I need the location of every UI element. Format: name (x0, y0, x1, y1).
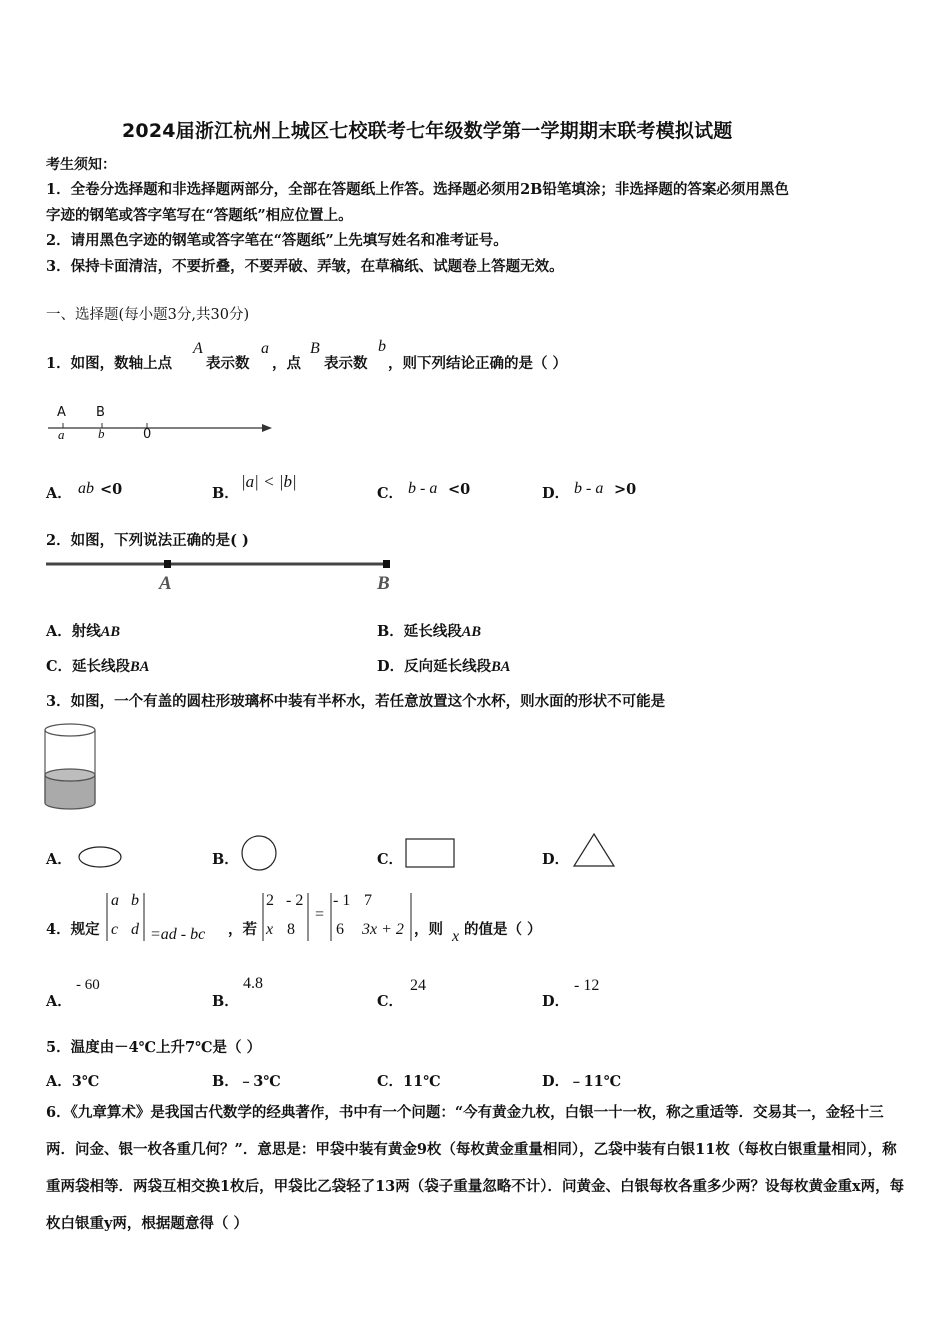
q5-option-a (46, 1070, 99, 1091)
q2-option-d-text: 反向延长线段 (404, 658, 492, 675)
segment-label-a: A (159, 573, 172, 594)
q1-var-a: a (261, 340, 269, 357)
segment-label-b: B (377, 573, 390, 594)
q4-post1: ，则 (414, 921, 443, 938)
segment-point-b (383, 560, 390, 568)
label-point-a: A (57, 405, 66, 420)
q1-post: ，则下列结论正确的是（ ） (388, 355, 568, 372)
q4-option-a-value: - 60 (76, 977, 100, 993)
q2-option-b-math: AB (461, 624, 482, 640)
q2-option-c-text: 延长线段 (72, 658, 131, 675)
q2-option-c-math: BA (130, 659, 150, 675)
triangle-shape (573, 832, 617, 870)
q5-option-b-value: ﹣3℃ (238, 1073, 281, 1090)
cup-lid (45, 724, 95, 736)
q5-option-d-label: D． (542, 1073, 570, 1090)
q1-mid1: 表示数 (206, 355, 250, 372)
q1-option-d-math: b - a (574, 480, 604, 497)
q4-option-d-value: - 12 (574, 977, 600, 994)
number-line-arrow (262, 424, 272, 432)
q5-option-d (542, 1070, 621, 1091)
question-5-stem: 5．温度由－4℃上升7℃是（ ） (46, 1039, 262, 1056)
q1-option-c-label: C． (377, 485, 404, 502)
def-tr: b (131, 892, 139, 909)
q2-option-d-label: D． (377, 658, 405, 675)
q4-option-d-label: D． (542, 993, 570, 1010)
question-6-text: 6．《九章算术》是我国古代数学的经典著作，书中有一个问题：“今有黄金九枚，白银一十一枚，称之重适等．交易其一，金轻十三两．问金、银一枚各重几何？”．意思是：甲袋中装有黄金9枚（每枚黄金重量相同），乙袋中装有白银11枚（每枚白银重量相同），称重两袋相等．两袋互相交换1枚后，甲袋比乙袋轻了13两（袋子重量忽略不计）．问黄金、白银每枚各重多少两？设每枚黄金重x两，每枚白银重y两，根据题意得（ ） (46, 1104, 905, 1232)
m2-tr: 7 (364, 892, 372, 909)
q4-option-a-label: A． (46, 993, 72, 1010)
m1-br: 8 (287, 921, 295, 938)
q4-option-b-label: B． (212, 993, 239, 1010)
q1-var-b: b (378, 338, 386, 355)
m2-tl: - 1 (333, 892, 351, 909)
cylinder-cup-figure (44, 722, 98, 812)
q2-option-b-label: B． (377, 623, 404, 640)
q5-option-c (377, 1070, 441, 1091)
question-2-stem: 2．如图，下列说法正确的是( ) (46, 532, 249, 549)
notice-item: 2．请用黑色字迹的钢笔或答字笔在“答题纸”上先填写姓名和准考证号。 (46, 232, 508, 249)
section-heading: 一、选择题(每小题3分,共30分) (46, 307, 250, 323)
q1-point-a: A (193, 340, 203, 357)
def-result: =ad - bc (150, 926, 206, 943)
def-bl: c (111, 921, 119, 938)
notice-item: 1．全卷分选择题和非选择题两部分，全部在答题纸上作答。选择题必须用2B铅笔填涂；非选择题的答案必须用黑色 (46, 181, 789, 198)
notice-item: 字迹的钢笔或答字笔写在“答题纸”相应位置上。 (46, 207, 353, 224)
q1-option-d-label: D． (542, 485, 570, 502)
q2-option-a-text: 射线 (71, 623, 101, 640)
q3-option-a-label: A． (46, 851, 72, 868)
water-surface (45, 769, 95, 781)
q1-option-d-tail: >0 (614, 481, 637, 498)
q1-option-a-math: ab (78, 480, 94, 497)
notice-heading: 考生须知： (46, 157, 116, 173)
notice-item: 3．保持卡面清洁，不要折叠，不要弄破、弄皱，在草稿纸、试题卷上答题无效。 (46, 258, 564, 275)
question-3-stem: 3．如图，一个有盖的圆柱形玻璃杯中装有半杯水，若任意放置这个水杯，则水面的形状不可能是 (46, 693, 666, 710)
m1-tl: 2 (266, 892, 274, 909)
q1-mid2: ，点 (272, 355, 301, 372)
def-tl: a (111, 892, 119, 909)
circle-shape (240, 834, 280, 874)
m2-bl: 6 (336, 921, 344, 938)
q1-option-c-math: b - a (408, 480, 438, 497)
q5-option-a-value: 3℃ (71, 1073, 100, 1090)
m1-bl: x (266, 921, 274, 938)
q4-pre: 4．规定 (46, 921, 100, 938)
def-br: d (131, 921, 139, 938)
m1-tr: - 2 (286, 892, 304, 909)
q2-option-c-label: C． (46, 658, 73, 675)
q2-option-c (46, 655, 149, 676)
label-value-b: b (98, 426, 105, 441)
q4-var: x (452, 928, 460, 945)
q1-option-c-tail: <0 (448, 481, 471, 498)
q5-option-b-label: B． (212, 1073, 239, 1090)
label-zero: 0 (143, 427, 152, 442)
q2-option-d-math: BA (491, 659, 511, 675)
q1-option-a-label: A． (46, 485, 72, 502)
label-value-a: a (58, 427, 65, 442)
q1-pre: 1．如图，数轴上点 (46, 355, 173, 372)
q1-mid3: 表示数 (324, 355, 368, 372)
q2-option-a-math: AB (100, 624, 121, 640)
q3-option-c-label: C． (377, 851, 404, 868)
q2-option-b-text: 延长线段 (403, 623, 462, 640)
equals-sign: = (315, 906, 325, 923)
m2-br: 3x + 2 (362, 921, 404, 938)
q1-option-b-label: B． (212, 485, 239, 502)
q5-option-a-label: A． (46, 1073, 72, 1090)
q3-option-b-label: B． (212, 851, 239, 868)
page-title: 2024届浙江杭州上城区七校联考七年级数学第一学期期末联考模拟试题 (122, 120, 733, 142)
label-point-b: B (96, 405, 105, 420)
q2-option-a-label: A． (46, 623, 72, 640)
ellipse-shape (78, 845, 124, 869)
q4-post2: 的值是（ ） (464, 921, 542, 938)
q5-option-b (212, 1070, 281, 1091)
number-line-figure (46, 404, 278, 446)
q4-option-c-label: C． (377, 993, 404, 1010)
q1-option-a-tail: <0 (100, 481, 123, 498)
segment-figure (44, 556, 394, 598)
q2-option-a (46, 620, 120, 641)
q1-option-b-math: |a| < |b| (241, 472, 297, 491)
rectangle-shape (405, 838, 457, 870)
q1-point-b: B (310, 340, 320, 357)
q5-option-d-value: ﹣11℃ (569, 1073, 622, 1090)
q2-option-b (377, 620, 481, 641)
segment-point-a (164, 560, 171, 568)
q3-option-d-label: D． (542, 851, 570, 868)
q2-option-d (377, 655, 510, 676)
q4-option-b-value: 4.8 (243, 975, 263, 992)
q4-mid: ，若 (228, 921, 257, 938)
q5-option-c-value: 11℃ (403, 1073, 441, 1090)
q4-option-c-value: 24 (410, 977, 426, 994)
q5-option-c-label: C． (377, 1073, 404, 1090)
